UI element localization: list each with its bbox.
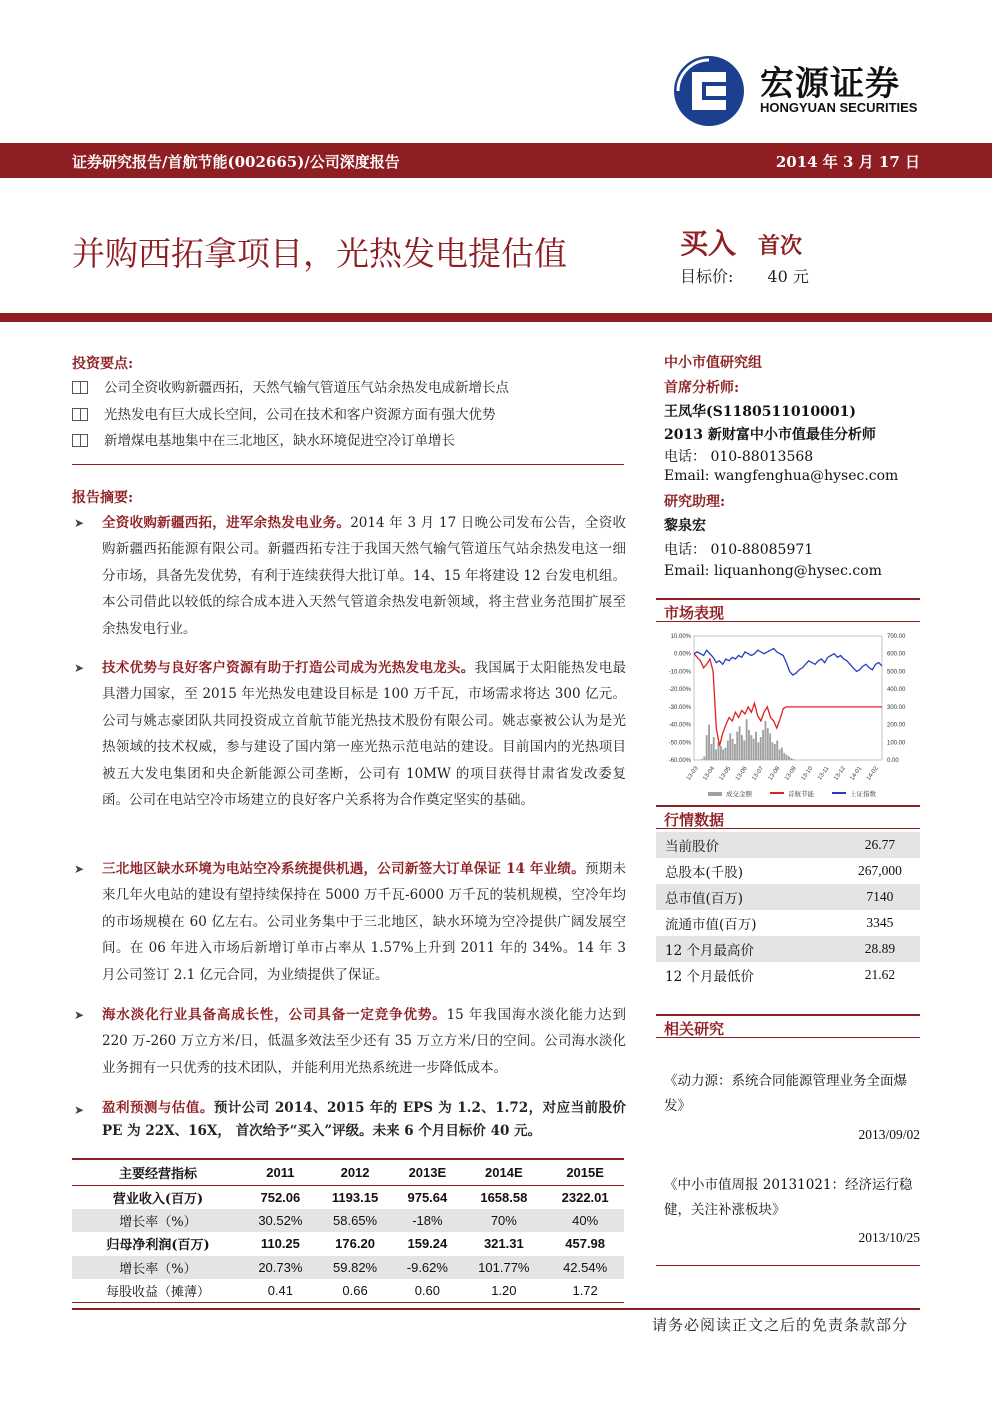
table-header-row [72, 1159, 624, 1185]
y-tick-label-right: 300.00 [887, 704, 906, 711]
book-icon [72, 408, 88, 421]
y-tick-label-right: 400.00 [887, 687, 906, 694]
column-header: 2015E [546, 1159, 624, 1185]
volume-bar [783, 753, 785, 760]
rating: 买入 [680, 227, 737, 260]
table-row: 12 个月最低价 21.62 [665, 967, 896, 985]
volume-bar [757, 742, 759, 760]
investment-heading: 投资要点: [72, 356, 134, 372]
y-tick-label-right: 0.00 [887, 758, 899, 764]
report-title: 并购西拓拿项目，光热发电提估值 [72, 234, 567, 273]
section-divider [656, 1265, 920, 1266]
investment-point: 新增煤电基地集中在三北地区，缺水环境促进空冷订单增长 [72, 429, 455, 449]
volume-bar [722, 749, 724, 760]
volume-bar [762, 730, 764, 760]
arrow-bullet-icon: ➤ [74, 516, 85, 530]
header-bar [0, 143, 992, 178]
x-tick-label: 13-05 [718, 765, 733, 782]
legend-swatch [708, 792, 722, 796]
table-row: 归母净利润(百万) 110.25 176.20 159.24 321.31 457.98 [106, 1236, 606, 1254]
legend-label: 上证指数 [850, 791, 876, 798]
target-value: 40 元 [767, 267, 809, 286]
divider-bar [0, 313, 992, 322]
x-tick-label: 13-07 [751, 765, 766, 782]
legend-swatch [832, 792, 846, 794]
table-row: 增长率（%） 20.73% 59.82% -9.62% 101.77% 42.54% [72, 1256, 624, 1280]
x-tick-label: 13-12 [833, 765, 847, 782]
arrow-bullet-icon: ➤ [74, 1103, 85, 1117]
y-tick-label-left: -10.00% [668, 669, 691, 676]
volume-bar [715, 749, 717, 760]
volume-bar [788, 756, 790, 760]
market-chart-svg [656, 626, 920, 804]
research-group: 中小市值研究组 [664, 355, 762, 371]
summary-heading: 报告摘要: [72, 490, 134, 506]
y-tick-label-right: 500.00 [887, 669, 906, 676]
logo-emblem-icon [672, 54, 746, 128]
x-tick-label: 13-04 [702, 765, 717, 782]
breadcrumb: 证券研究报告/首航节能(002665)/公司深度报告 [72, 153, 400, 171]
legend-swatch [770, 792, 784, 794]
disclaimer-note: 请务必阅读正文之后的免责条款部分 [651, 1316, 908, 1334]
volume-bar [750, 735, 752, 760]
volume-bar [725, 748, 727, 760]
summary-item: ➤ 技术优势与良好客户资源有助于打造公司成为光热发电龙头。我国属于太阳能热发电最具潜力国家，至 2015 年光热发电建设目标是 100 万千瓦，市场需求将达 300 亿元。公司与姚志豪团队共同投资成立首航节能光热技术股份有限公司。姚志豪被公认为是光热领域的技术权威，参与建设了国内第一座光热示范电站的建设。目前国内的光热项目被五大发电集团和央企新能源公司垄断，公司有 10MW 的项目获得甘肃省发改委复函。公司在电站空冷市场建立的良好客户关系将为合作奠定坚实的基础。 [72, 655, 626, 813]
investment-point: 光热发电有巨大成长空间，公司在技术和客户资源方面有强大优势 [72, 403, 496, 423]
related-item-title[interactable]: 《中小市值周报 20131021：经济运行稳健，关注补涨板块》 [664, 1177, 913, 1218]
target-price [680, 264, 809, 287]
volume-bar [729, 733, 731, 760]
column-header: 2014E [461, 1159, 546, 1185]
y-tick-label-left: -20.00% [668, 687, 691, 694]
x-tick-label: 13-11 [817, 765, 831, 782]
x-tick-label: 13-09 [784, 765, 798, 782]
legend-label: 首航节能 [788, 791, 814, 798]
arrow-bullet-icon: ➤ [74, 1008, 85, 1022]
volume-bar [734, 744, 736, 760]
volume-bar [772, 742, 774, 760]
target-label: 目标价: [680, 267, 734, 286]
volume-bar [779, 749, 781, 760]
y-tick-label-left: -30.00% [668, 704, 691, 711]
volume-bar [753, 739, 755, 760]
market-chart [656, 626, 920, 804]
assistant-name: 黎泉宏 [664, 518, 706, 534]
volume-bar [746, 719, 748, 760]
column-header: 2011 [244, 1159, 317, 1185]
x-tick-label: 13-06 [735, 765, 749, 782]
volume-bar [739, 726, 741, 760]
volume-bar [720, 746, 722, 760]
arrow-bullet-icon: ➤ [74, 862, 85, 876]
financial-table [72, 1158, 624, 1303]
x-tick-label: 14-02 [865, 765, 880, 782]
volume-bar [736, 732, 738, 760]
column-header: 2013E [393, 1159, 461, 1185]
table-row: 流通市值(百万) 3345 [665, 915, 894, 933]
volume-bar [774, 744, 776, 760]
market-heading: 市场表现 [656, 598, 920, 622]
table-row: 营业收入(百万) 752.06 1193.15 975.64 1658.58 2322.01 [112, 1189, 609, 1207]
assistant-label: 研究助理: [664, 494, 726, 510]
logo-text-cn: 宏源证券 [760, 64, 900, 104]
book-icon [72, 434, 88, 447]
book-icon [72, 381, 88, 394]
volume-bar [790, 758, 792, 760]
volume-bar [706, 735, 708, 760]
table-row: 增长率（%） 30.52% 58.65% -18% 70% 40% [72, 1209, 624, 1233]
section-divider [72, 464, 624, 465]
related-item-date: 2013/10/25 [858, 1230, 920, 1245]
volume-bar [767, 728, 769, 760]
chief-analyst-label: 首席分析师: [664, 380, 740, 396]
summary-item: ➤ 全资收购新疆西拓，进军余热发电业务。2014 年 3 月 17 日晚公司发布公告，全资收购新疆西拓能源有限公司。新疆西拓专注于我国天然气输气管道压气站余热发电这一细分市场，具备先发优势，有利于连续获得大批订单。14、15 年将建设 12 台发电机组。本公司借此以较低的综合成本进入天然气管道余热发电新领域，将主营业务范围扩展至余热发电行业。 [72, 510, 626, 642]
rating-block [680, 222, 802, 262]
volume-bar [765, 721, 767, 760]
arrow-bullet-icon: ➤ [74, 661, 85, 675]
footer-divider [72, 1308, 920, 1310]
y-tick-label-right: 200.00 [887, 722, 906, 729]
logo-text-en: HONGYUAN SECURITIES [760, 100, 918, 115]
column-header: 2012 [317, 1159, 394, 1185]
related-item-title[interactable]: 《动力源：系统合同能源管理业务全面爆发》 [664, 1073, 907, 1114]
y-tick-label-left: -60.00% [668, 758, 691, 764]
y-tick-label-right: 600.00 [887, 651, 906, 658]
report-date: 2014 年 3 月 17 日 [775, 153, 920, 171]
chief-analyst-name: 王凤华(S1180511010001) [664, 404, 856, 420]
rating-note: 首次 [758, 234, 803, 259]
volume-bar [732, 739, 734, 760]
x-tick-label: 13-08 [767, 765, 782, 782]
y-tick-label-left: 10.00% [670, 634, 691, 640]
table-row: 每股收益（摊薄） 0.41 0.66 0.60 1.20 1.72 [72, 1279, 624, 1303]
volume-bar [708, 725, 710, 760]
summary-item: ➤ 盈利预测与估值。预计公司 2014、2015 年的 EPS 为 1.2、1.72，对应当前股价 PE 为 22X、16X， 首次给予“买入”评级。未来 6 个月目标价 40 元。 [72, 1097, 626, 1143]
series-line [694, 648, 882, 675]
x-tick-label: 13-03 [685, 765, 700, 782]
investment-point: 公司全资收购新疆西拓，天然气输气管道压气站余热发电成新增长点 [72, 376, 509, 396]
volume-bar [701, 759, 703, 760]
plot-frame [694, 636, 882, 760]
x-tick-label: 13-10 [800, 765, 815, 782]
volume-bar [786, 755, 788, 760]
assistant-email[interactable]: Email: liquanhong@hysec.com [664, 563, 882, 579]
quotes-table [656, 832, 920, 988]
chief-analyst-phone: 电话： 010-88013568 [664, 449, 814, 465]
volume-bar [741, 735, 743, 760]
volume-bar [793, 759, 795, 760]
y-tick-label-right: 700.00 [887, 634, 906, 640]
volume-bar [755, 732, 757, 760]
summary-item: ➤ 海水淡化行业具备高成长性，公司具备一定竞争优势。15 年我国海水淡化能力达到 220 万-260 万立方米/日，低温多效法至少还有 35 万立方米/日的空间。公司海水淡化业务拥有一只优秀的技术团队，并能利用光热系统进一步降低成本。 [72, 1002, 626, 1081]
table-row: 总市值(百万) 7140 [656, 884, 920, 910]
table-row: 总股本(千股) 267,000 [665, 863, 902, 881]
legend-label: 成交金额 [726, 791, 752, 798]
quotes-heading: 行情数据 [656, 805, 920, 829]
volume-bar [776, 741, 778, 760]
analyst-award: 2013 新财富中小市值最佳分析师 [664, 427, 876, 443]
volume-bar [703, 756, 705, 760]
y-tick-label-right: 100.00 [887, 740, 906, 747]
related-heading: 相关研究 [656, 1014, 920, 1038]
volume-bar [713, 737, 715, 760]
y-tick-label-left: 0.00% [673, 651, 691, 658]
summary-item: ➤ 三北地区缺水环境为电站空冷系统提供机遇，公司新签大订单保证 14 年业绩。预期未来几年火电站的建设有望持续保持在 5000 万千瓦-6000 万千瓦的装机规模，空冷年均的市场规模在 60 亿左右。公司业务集中于三北地区，缺水环境为空冷提供广阔发展空间。在 06 年进入市场后新增订单市占率从 1.57%上升到 2011 年的 34%。14 年 3 月公司签订 2.1 亿元合同，为业绩提供了保证。 [72, 856, 626, 988]
volume-bar [710, 744, 712, 760]
x-tick-label: 14-01 [849, 765, 864, 782]
volume-bar [727, 741, 729, 760]
table-row: 12 个月最高价 28.89 [656, 936, 920, 962]
chief-analyst-email[interactable]: Email: wangfenghua@hysec.com [664, 468, 899, 484]
volume-bar [781, 748, 783, 760]
table-row: 当前股价 26.77 [656, 832, 920, 858]
volume-bar [743, 741, 745, 760]
volume-bar [769, 733, 771, 760]
volume-bar [760, 737, 762, 760]
y-tick-label-left: -40.00% [668, 722, 691, 729]
column-header: 主要经营指标 [72, 1159, 244, 1185]
related-item-date: 2013/09/02 [858, 1127, 920, 1142]
y-tick-label-left: -50.00% [668, 740, 691, 747]
assistant-phone: 电话： 010-88085971 [664, 542, 814, 558]
company-logo [672, 54, 922, 124]
volume-bar [748, 730, 750, 760]
